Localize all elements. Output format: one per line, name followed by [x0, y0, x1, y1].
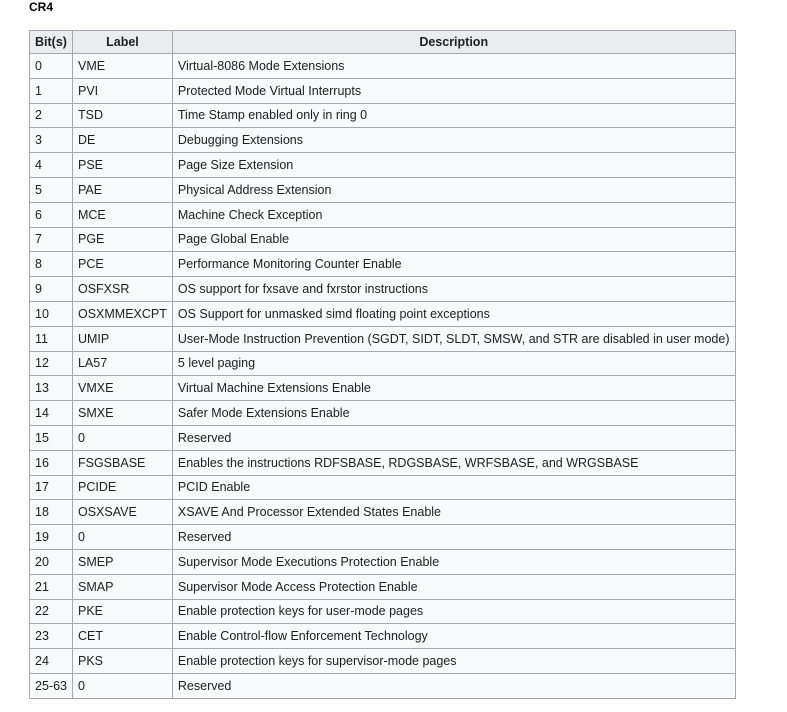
- cell-description: Enable protection keys for user-mode pages: [172, 599, 735, 624]
- cell-label: SMEP: [72, 549, 172, 574]
- table-row: [30, 153, 736, 178]
- table-row: [30, 227, 736, 252]
- cell-description: Supervisor Mode Access Protection Enable: [172, 574, 735, 599]
- cell-description: Safer Mode Extensions Enable: [172, 401, 735, 426]
- cell-bit: 16: [30, 450, 73, 475]
- column-header-description: Description: [172, 31, 735, 54]
- cell-label: PCE: [72, 252, 172, 277]
- cell-description: Performance Monitoring Counter Enable: [172, 252, 735, 277]
- cell-bit: 21: [30, 574, 73, 599]
- table-row: [30, 624, 736, 649]
- cell-label: SMAP: [72, 574, 172, 599]
- table-row: [30, 301, 736, 326]
- table-row: [30, 128, 736, 153]
- cell-label: OSFXSR: [72, 277, 172, 302]
- cell-description: Reserved: [172, 425, 735, 450]
- table-row: [30, 351, 736, 376]
- cell-label: 0: [72, 673, 172, 698]
- cell-bit: 5: [30, 177, 73, 202]
- table-row: [30, 673, 736, 698]
- cell-label: FSGSBASE: [72, 450, 172, 475]
- cell-bit: 18: [30, 500, 73, 525]
- cell-description: Page Global Enable: [172, 227, 735, 252]
- table-row: [30, 450, 736, 475]
- cell-description: XSAVE And Processor Extended States Enable: [172, 500, 735, 525]
- table-row: [30, 599, 736, 624]
- cell-bit: 4: [30, 153, 73, 178]
- cell-label: OSXSAVE: [72, 500, 172, 525]
- cell-description: 5 level paging: [172, 351, 735, 376]
- table-row: [30, 649, 736, 674]
- table-row: [30, 103, 736, 128]
- cell-description: Supervisor Mode Executions Protection Enable: [172, 549, 735, 574]
- cell-bit: 19: [30, 525, 73, 550]
- cell-bit: 22: [30, 599, 73, 624]
- table-row: [30, 475, 736, 500]
- table-header-row: [30, 31, 736, 54]
- cell-bit: 3: [30, 128, 73, 153]
- cell-description: Virtual Machine Extensions Enable: [172, 376, 735, 401]
- table-caption: CR4: [29, 0, 54, 14]
- cell-bit: 12: [30, 351, 73, 376]
- cell-bit: 15: [30, 425, 73, 450]
- cell-bit: 9: [30, 277, 73, 302]
- table-row: [30, 326, 736, 351]
- cell-description: Enable Control-flow Enforcement Technology: [172, 624, 735, 649]
- table-row: [30, 574, 736, 599]
- cell-label: PCIDE: [72, 475, 172, 500]
- cell-description: Machine Check Exception: [172, 202, 735, 227]
- cell-label: PGE: [72, 227, 172, 252]
- cell-description: OS support for fxsave and fxrstor instructions: [172, 277, 735, 302]
- cell-label: SMXE: [72, 401, 172, 426]
- cell-label: 0: [72, 525, 172, 550]
- cell-label: LA57: [72, 351, 172, 376]
- cell-bit: 24: [30, 649, 73, 674]
- table-row: [30, 202, 736, 227]
- table-row: [30, 277, 736, 302]
- cell-label: PVI: [72, 78, 172, 103]
- cell-description: Reserved: [172, 525, 735, 550]
- table-row: [30, 549, 736, 574]
- cell-label: 0: [72, 425, 172, 450]
- cell-bit: 23: [30, 624, 73, 649]
- cell-label: PKS: [72, 649, 172, 674]
- cell-bit: 13: [30, 376, 73, 401]
- cell-description: OS Support for unmasked simd floating point exceptions: [172, 301, 735, 326]
- table-row: [30, 425, 736, 450]
- table-row: [30, 376, 736, 401]
- cell-label: VME: [72, 54, 172, 79]
- cell-description: Page Size Extension: [172, 153, 735, 178]
- table-row: [30, 525, 736, 550]
- cell-bit: 7: [30, 227, 73, 252]
- cell-bit: 0: [30, 54, 73, 79]
- cell-label: VMXE: [72, 376, 172, 401]
- cell-description: Physical Address Extension: [172, 177, 735, 202]
- cell-bit: 17: [30, 475, 73, 500]
- cell-label: UMIP: [72, 326, 172, 351]
- cell-label: PAE: [72, 177, 172, 202]
- cell-label: OSXMMEXCPT: [72, 301, 172, 326]
- cell-bit: 6: [30, 202, 73, 227]
- cell-bit: 20: [30, 549, 73, 574]
- cell-description: Debugging Extensions: [172, 128, 735, 153]
- cell-bit: 11: [30, 326, 73, 351]
- table-row: [30, 177, 736, 202]
- column-header-bits: Bit(s): [30, 31, 73, 54]
- table-row: [30, 401, 736, 426]
- cell-bit: 14: [30, 401, 73, 426]
- table-row: [30, 78, 736, 103]
- table-row: [30, 500, 736, 525]
- table-row: [30, 252, 736, 277]
- cell-label: TSD: [72, 103, 172, 128]
- cell-description: Enables the instructions RDFSBASE, RDGSBASE, WRFSBASE, and WRGSBASE: [172, 450, 735, 475]
- table-row: [30, 54, 736, 79]
- cell-label: PSE: [72, 153, 172, 178]
- cell-label: MCE: [72, 202, 172, 227]
- cell-bit: 10: [30, 301, 73, 326]
- cell-description: Protected Mode Virtual Interrupts: [172, 78, 735, 103]
- column-header-label: Label: [72, 31, 172, 54]
- cell-description: Time Stamp enabled only in ring 0: [172, 103, 735, 128]
- cell-bit: 2: [30, 103, 73, 128]
- cell-bit: 25-63: [30, 673, 73, 698]
- cell-label: DE: [72, 128, 172, 153]
- cr4-table: [29, 30, 736, 699]
- cell-label: PKE: [72, 599, 172, 624]
- cell-bit: 8: [30, 252, 73, 277]
- cell-description: Enable protection keys for supervisor-mode pages: [172, 649, 735, 674]
- cell-description: User-Mode Instruction Prevention (SGDT, SIDT, SLDT, SMSW, and STR are disabled in user mode): [172, 326, 735, 351]
- cell-description: Reserved: [172, 673, 735, 698]
- cell-description: Virtual-8086 Mode Extensions: [172, 54, 735, 79]
- cell-bit: 1: [30, 78, 73, 103]
- cell-description: PCID Enable: [172, 475, 735, 500]
- cell-label: CET: [72, 624, 172, 649]
